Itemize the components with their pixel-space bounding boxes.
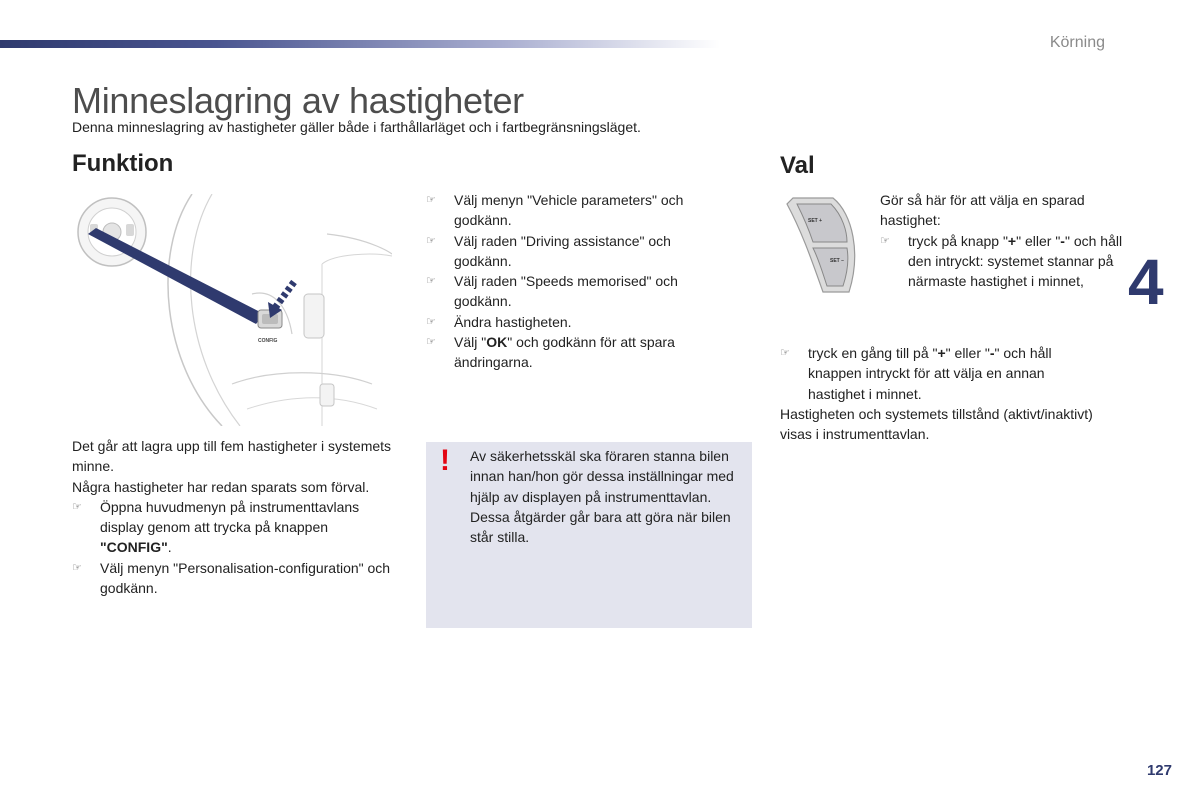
hand-pointer-icon: ☞ — [426, 315, 436, 328]
config-label: CONFIG — [258, 338, 278, 344]
page-title: Minneslagring av hastigheter — [72, 80, 524, 121]
hand-pointer-icon: ☞ — [880, 234, 890, 247]
hand-pointer-icon: ☞ — [72, 561, 82, 574]
chapter-number: 4 — [1128, 246, 1164, 318]
val-closing: Hastigheten och systemets tillstånd (aktivt/inaktivt) visas i instrumenttavlan. — [780, 405, 1093, 443]
warning-box — [426, 442, 752, 628]
warning-text: Av säkerhetsskäl ska föraren stanna bilen innan han/hon gör dessa inställningar med hjälp av displayen på instrumenttavlan. — [470, 448, 734, 505]
set-buttons-illustration — [783, 194, 863, 301]
list-item: ☞ Välj raden "Driving assistance" och godkänn. — [426, 232, 671, 269]
warning-text: Dessa åtgärder går bara att göra när bilen står stilla. — [470, 508, 731, 546]
hand-pointer-icon: ☞ — [426, 194, 436, 206]
list-item: ☞ Välj raden "Speeds memorised" och godkänn. — [426, 273, 678, 310]
list-item: ☞ Välj menyn "Personalisation-configuration" och godkänn. — [72, 559, 391, 597]
list-item: ☞ Ändra hastigheten. — [426, 312, 726, 332]
list-item: ☞ Öppna huvudmenyn på instrumenttavlans display genom att trycka på knappen "CONFIG". — [72, 498, 360, 556]
note-paragraph: Det går att lagra upp till fem hastigheter i systemets minne. — [72, 438, 392, 475]
val-heading: Val — [780, 152, 815, 179]
val-instructions-continued — [780, 343, 1100, 444]
section-name: Körning — [1049, 34, 1105, 51]
intro-text: Denna minneslagring av hastigheter gäller både i farthållarläget och i fartbegränsningsläget. — [72, 119, 641, 135]
list-item: ☞ Välj "OK" och godkänn för att spara ändringarna. — [426, 334, 675, 371]
hand-pointer-icon: ☞ — [780, 347, 790, 359]
hand-pointer-icon: ☞ — [426, 336, 436, 349]
list-item: ☞ tryck en gång till på "+" eller "-" och håll knappen intryckt för att välja en annan hastighet i minnet. — [780, 345, 1052, 402]
page-number: 127 — [1146, 762, 1172, 779]
hand-pointer-icon: ☞ — [426, 275, 436, 288]
list-item: ☞ tryck på knapp "+" eller "-" och håll den intryckt: systemet stannar på närmaste hastighet i minnet, — [880, 232, 1123, 290]
note-paragraph: Några hastigheter har redan sparats som förval. — [72, 478, 370, 495]
list-item: ☞ Välj menyn "Vehicle parameters" och godkänn. — [426, 192, 684, 229]
funktion-notes — [72, 436, 402, 598]
steering-wheel-illustration — [72, 194, 392, 431]
header-bar — [0, 40, 720, 48]
set-plus-label: SET + — [808, 218, 823, 224]
hand-pointer-icon: ☞ — [72, 500, 82, 513]
val-instructions — [880, 190, 1130, 291]
funktion-heading: Funktion — [72, 150, 174, 177]
val-intro: Gör så här för att välja en sparad hastighet: — [880, 192, 1085, 229]
warning-icon: ! — [440, 444, 450, 477]
set-minus-label: SET – — [830, 258, 844, 264]
hand-pointer-icon: ☞ — [426, 234, 436, 247]
funktion-steps — [426, 190, 726, 373]
